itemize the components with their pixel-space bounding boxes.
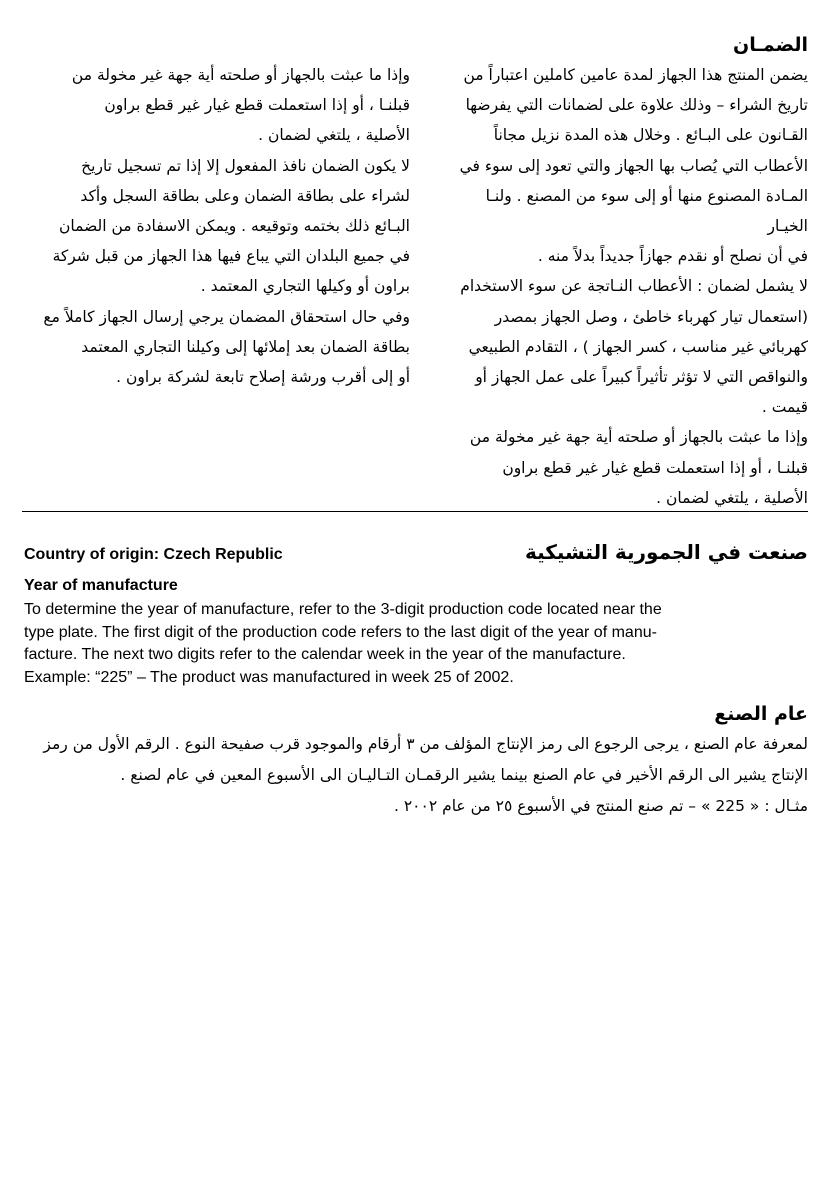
warranty-line: لا يشمل لضمان : الأعطاب النـاتجة عن سوء الاستخدام xyxy=(460,277,808,296)
warranty-line: الأصلية ، يلتغي لضمان . xyxy=(258,126,410,145)
year-ar-line: الإنتاج يشير الى الرقم الأخير في عام الصنع بينما يشير الرقمـان التـاليـان الى الأسبوع المعين في عام لصنع . xyxy=(120,766,808,784)
warranty-line: (استعمال تيار كهرباء خاطئ ، وصل الجهاز بمصدر xyxy=(494,307,808,326)
warranty-line: وإذا ما عبثت بالجهاز أو صلحته أية جهة غير مخولة من xyxy=(71,66,410,84)
year-of-manufacture-title: Year of manufacture xyxy=(24,577,178,594)
warranty-line: الأعطاب التي يُصاب بها الجهاز والتي تعود إلى سوء في xyxy=(459,156,808,175)
warranty-line: براون أو وكيلها التجاري المعتمد . xyxy=(200,277,410,296)
warranty-line: وإذا ما عبثت بالجهاز أو صلحته أية جهة غير مخولة من xyxy=(469,428,808,447)
year-line: type plate. The first digit of the production code refers to the last digit of the year of manu- xyxy=(24,623,657,641)
year-of-manufacture-ar xyxy=(22,699,808,822)
warranty-line: لشراء على بطاقة الضمان وعلى بطاقة السجل وأكد xyxy=(80,186,410,205)
warranty-right-column xyxy=(445,30,808,513)
warranty-line: في جميع البلدان التي يباع فيها هذا الجهاز من قبل شركة xyxy=(52,247,410,266)
warranty-line: يضمن المنتج هذا الجهاز لمدة عامين كاملين اعتباراً من xyxy=(463,66,808,84)
warranty-line: والنواقص التي لا تؤثر تأثيراً كبيراً على عمل الجهاز أو xyxy=(475,368,808,387)
year-ar-line: مثـال : « 225 » – تم صنع المنتج في الأسبوع ٢٥ من عام ٢٠٠٢ . xyxy=(394,797,808,815)
year-line: facture. The next two digits refer to the calendar week in the year of the manufacture. xyxy=(24,646,626,663)
year-ar-line: لمعرفة عام الصنع ، يرجى الرجوع الى رمز الإنتاج المؤلف من ٣ أرقام والموجود قرب صفيحة النوع . الرقم الأول من رمز xyxy=(43,735,808,753)
warranty-line: البـائع ذلك بختمه وتوقيعه . ويمكن الاسفادة من الضمان xyxy=(59,217,410,236)
warranty-line: لا يكون الضمان نافذ المفعول إلا إذا تم تسجيل تاريخ xyxy=(81,156,410,175)
section-divider xyxy=(22,511,808,512)
warranty-left-column xyxy=(22,60,410,392)
warranty-line: قبلنـا ، أو إذا استعملت قطع غيار غير قطع براون xyxy=(502,458,808,477)
warranty-title: الضمـان xyxy=(733,34,808,56)
warranty-line: تاريخ الشراء – وذلك علاوة على لضمانات التي يفرضها xyxy=(465,96,808,115)
country-of-origin-en: Country of origin: Czech Republic xyxy=(24,546,283,563)
warranty-line: في أن نصلح أو نقدم جهازاً جديداً بدلاً منه . xyxy=(537,247,808,266)
warranty-line: قبلنـا ، أو إذا استعملت قطع غيار غير قطع براون xyxy=(104,96,410,115)
country-of-origin-ar: صنعت في الجمورية التشيكية xyxy=(524,540,808,564)
warranty-line: بطاقة الضمان بعد إملائها إلى وكيلنا التجاري المعتمد xyxy=(81,337,410,356)
year-line: Example: “225” – The product was manufactured in week 25 of 2002. xyxy=(24,668,514,686)
warranty-line: المـادة المصنوع منها أو إلى سوء من المصنع . ولنـا الخيـار xyxy=(485,186,808,236)
warranty-line: وفي حال استحقاق المضمان يرجي إرسال الجهاز كاملاً مع xyxy=(43,307,410,326)
year-of-manufacture-body xyxy=(24,599,804,689)
warranty-line: قيمت . xyxy=(761,398,808,417)
warranty-line: الأصلية ، يلتغي لضمان . xyxy=(656,488,808,507)
warranty-line: القـانون على البـائع . وخلال هذه المدة نزيل مجاناً xyxy=(493,126,808,145)
year-line: To determine the year of manufacture, refer to the 3-digit production code located near the xyxy=(24,601,662,618)
warranty-line: أو إلى أقرب ورشة إصلاح تابعة لشركة براون . xyxy=(116,368,410,387)
warranty-line: كهربائي غير مناسب ، كسر الجهاز ) ، التقادم الطبيعي xyxy=(468,337,808,356)
year-ar-title: عام الصنع xyxy=(714,703,808,725)
